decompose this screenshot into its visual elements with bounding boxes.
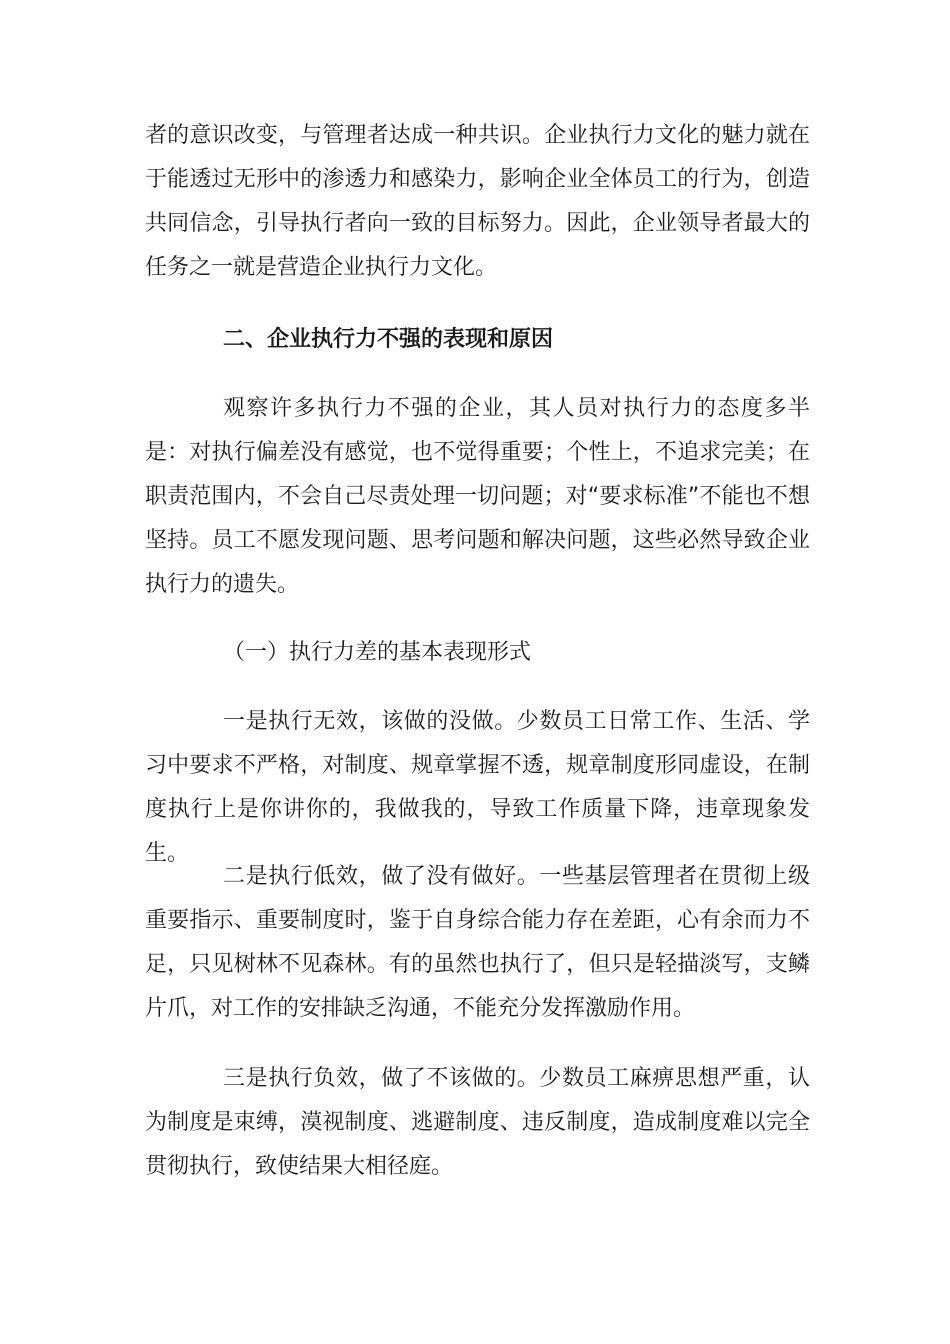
point-three-paragraph: 三是执行负效，做了不该做的。少数员工麻痹思想严重，认为制度是束缚，漠视制度、逃避制度、违反制度，造成制度难以完全贯彻执行，致使结果大相径庭。 [145, 1066, 810, 1179]
point-two-paragraph: 二是执行低效，做了没有做好。一些基层管理者在贯彻上级重要指示、重要制度时，鉴于自身综合能力存在差距，心有余而力不足，只见树林不见森林。有的虽然也执行了，但只是轻描淡写，支鳞片爪，对工作的安排缺乏沟通，不能充分发挥激励作用。 [145, 864, 810, 1021]
point-one-paragraph: 一是执行无效，该做的没做。少数员工日常工作、生活、学习中要求不严格，对制度、规章掌握不透，规章制度形同虚设，在制度执行上是你讲你的，我做我的，导致工作质量下降，违章现象发生。 [145, 709, 810, 866]
section-heading: 二、企业执行力不强的表现和原因 [223, 327, 554, 352]
intro-paragraph: 者的意识改变，与管理者达成一种共识。企业执行力文化的魅力就在于能透过无形中的渗透力和感染力，影响企业全体员工的行为，创造共同信念，引导执行者向一致的目标努力。因此，企业领导者最大的任务之一就是营造企业执行力文化。 [145, 123, 810, 280]
observation-paragraph: 观察许多执行力不强的企业，其人员对执行力的态度多半是：对执行偏差没有感觉，也不觉得重要；个性上，不追求完美；在职责范围内，不会自己尽责处理一切问题；对“要求标准”不能也不想坚持。员工不愿发现问题、思考问题和解决问题，这些必然导致企业执行力的遗失。 [145, 396, 810, 597]
subsection-heading: （一）执行力差的基本表现形式 [223, 640, 532, 665]
